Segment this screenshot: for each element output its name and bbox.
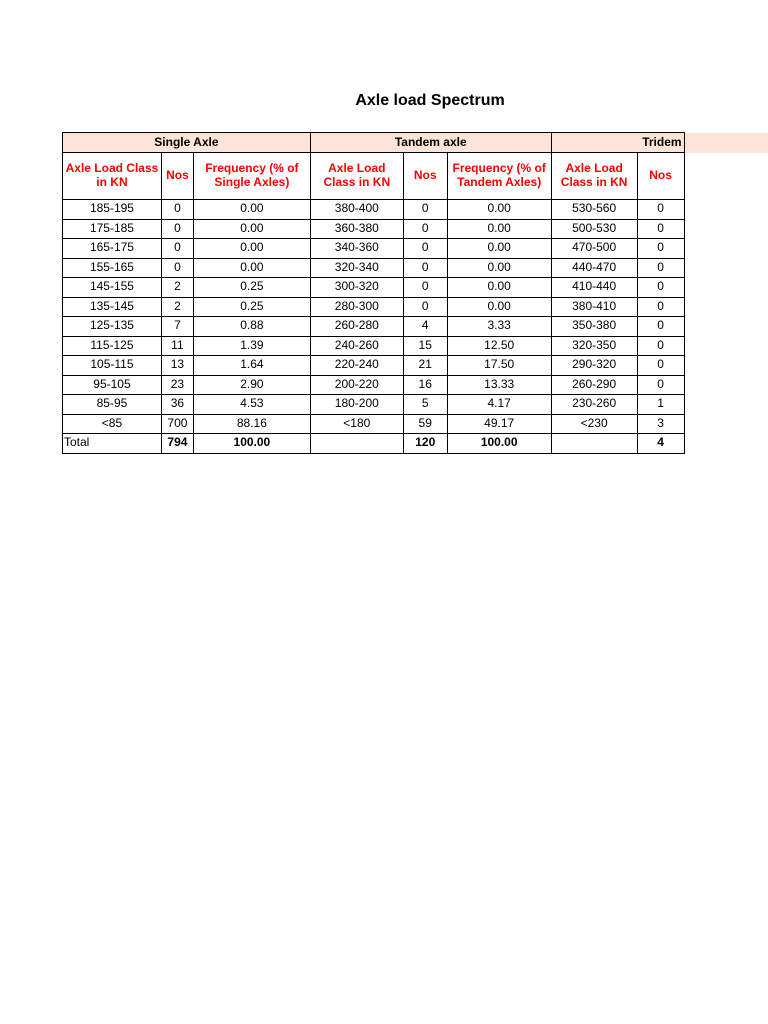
single-nos-cell: 11: [161, 336, 193, 356]
tridem-nos-cell: 0: [637, 375, 684, 395]
tandem-class-cell: 320-340: [310, 258, 403, 278]
tridem-class-header: Axle Load Class in KN: [551, 153, 637, 200]
tandem-nos-cell: 16: [403, 375, 447, 395]
tridem-class-cell: 500-530: [551, 219, 637, 239]
tandem-frequency-cell: 0.00: [447, 297, 551, 317]
tridem-nos-cell: 0: [637, 297, 684, 317]
single-frequency-cell: 0.88: [193, 317, 310, 337]
tridem-class-cell: 470-500: [551, 239, 637, 259]
single-frequency-cell: 0.00: [193, 258, 310, 278]
total-label: Total: [63, 434, 162, 454]
tandem-nos-cell: 0: [403, 239, 447, 259]
tridem-class-cell: 320-350: [551, 336, 637, 356]
tridem-class-cell: 410-440: [551, 278, 637, 298]
tandem-nos-cell: 21: [403, 356, 447, 376]
tridem-nos-cell: 0: [637, 356, 684, 376]
tandem-total-nos: 120: [403, 434, 447, 454]
tandem-frequency-cell: 12.50: [447, 336, 551, 356]
tridem-nos-cell: 0: [637, 317, 684, 337]
column-header-row: [63, 153, 768, 200]
table-row: [63, 375, 768, 395]
tridem-nos-cell: 1: [637, 395, 684, 415]
single-nos-cell: 700: [161, 414, 193, 434]
tandem-class-cell: 200-220: [310, 375, 403, 395]
tridem-nos-cell: 0: [637, 278, 684, 298]
tridem-nos-cell: 0: [637, 200, 684, 220]
table-row: [63, 297, 768, 317]
tandem-frequency-cell: 0.00: [447, 278, 551, 298]
table-row: [63, 239, 768, 259]
tandem-class-cell: 340-360: [310, 239, 403, 259]
tandem-class-cell: 360-380: [310, 219, 403, 239]
group-tridem-axle: Tridem: [551, 133, 684, 153]
single-class-cell: 165-175: [63, 239, 162, 259]
tandem-class-header: Axle Load Class in KN: [310, 153, 403, 200]
total-row: [63, 434, 768, 454]
tandem-class-cell: 260-280: [310, 317, 403, 337]
table-row: [63, 219, 768, 239]
tridem-class-cell: 350-380: [551, 317, 637, 337]
single-frequency-header: Frequency (% of Single Axles): [193, 153, 310, 200]
tandem-nos-cell: 0: [403, 278, 447, 298]
single-frequency-cell: 2.90: [193, 375, 310, 395]
single-class-cell: 105-115: [63, 356, 162, 376]
tandem-class-cell: 240-260: [310, 336, 403, 356]
tandem-frequency-cell: 4.17: [447, 395, 551, 415]
single-nos-cell: 0: [161, 239, 193, 259]
tandem-frequency-cell: 13.33: [447, 375, 551, 395]
group-header-row: [63, 133, 768, 153]
single-total-nos: 794: [161, 434, 193, 454]
page-title: Axle load Spectrum: [355, 92, 505, 109]
single-total-frequency: 100.00: [193, 434, 310, 454]
single-nos-header: Nos: [161, 153, 193, 200]
single-frequency-cell: 0.25: [193, 297, 310, 317]
tandem-frequency-cell: 49.17: [447, 414, 551, 434]
tandem-nos-cell: 15: [403, 336, 447, 356]
single-class-cell: 185-195: [63, 200, 162, 220]
single-class-cell: <85: [63, 414, 162, 434]
tandem-total-frequency: 100.00: [447, 434, 551, 454]
single-nos-cell: 13: [161, 356, 193, 376]
single-class-cell: 125-135: [63, 317, 162, 337]
tandem-class-cell: 380-400: [310, 200, 403, 220]
tridem-total-nos: 4: [637, 434, 684, 454]
tandem-total-empty: [310, 434, 403, 454]
tandem-nos-cell: 0: [403, 200, 447, 220]
tandem-class-cell: 280-300: [310, 297, 403, 317]
table-row: [63, 414, 768, 434]
tridem-nos-cell: 3: [637, 414, 684, 434]
single-frequency-cell: 88.16: [193, 414, 310, 434]
tandem-nos-cell: 0: [403, 219, 447, 239]
single-class-header: Axle Load Class in KN: [63, 153, 162, 200]
table-row: [63, 317, 768, 337]
single-frequency-cell: 1.64: [193, 356, 310, 376]
tridem-class-cell: 380-410: [551, 297, 637, 317]
single-frequency-cell: 0.00: [193, 219, 310, 239]
tridem-class-cell: <230: [551, 414, 637, 434]
tandem-class-cell: <180: [310, 414, 403, 434]
single-frequency-cell: 0.25: [193, 278, 310, 298]
tandem-nos-cell: 0: [403, 297, 447, 317]
table-row: [63, 395, 768, 415]
tridem-class-cell: 290-320: [551, 356, 637, 376]
tandem-frequency-cell: 0.00: [447, 200, 551, 220]
group-header-fill: [684, 133, 768, 153]
tridem-class-cell: 230-260: [551, 395, 637, 415]
tandem-frequency-cell: 0.00: [447, 258, 551, 278]
table-row: [63, 336, 768, 356]
tandem-nos-cell: 59: [403, 414, 447, 434]
single-frequency-cell: 0.00: [193, 200, 310, 220]
single-class-cell: 175-185: [63, 219, 162, 239]
tridem-class-cell: 530-560: [551, 200, 637, 220]
table-row: [63, 258, 768, 278]
tandem-nos-header: Nos: [403, 153, 447, 200]
tridem-class-cell: 440-470: [551, 258, 637, 278]
group-tandem-axle: Tandem axle: [310, 133, 551, 153]
tridem-nos-cell: 0: [637, 336, 684, 356]
tandem-frequency-header: Frequency (% of Tandem Axles): [447, 153, 551, 200]
tandem-frequency-cell: 3.33: [447, 317, 551, 337]
table-row: [63, 356, 768, 376]
single-frequency-cell: 4.53: [193, 395, 310, 415]
tandem-frequency-cell: 17.50: [447, 356, 551, 376]
single-class-cell: 115-125: [63, 336, 162, 356]
tridem-nos-cell: 0: [637, 219, 684, 239]
single-frequency-cell: 1.39: [193, 336, 310, 356]
tandem-class-cell: 180-200: [310, 395, 403, 415]
single-class-cell: 95-105: [63, 375, 162, 395]
group-single-axle: Single Axle: [63, 133, 311, 153]
tandem-nos-cell: 4: [403, 317, 447, 337]
tridem-class-cell: 260-290: [551, 375, 637, 395]
tridem-nos-cell: 0: [637, 239, 684, 259]
single-nos-cell: 36: [161, 395, 193, 415]
table-row: [63, 200, 768, 220]
tandem-nos-cell: 0: [403, 258, 447, 278]
tandem-nos-cell: 5: [403, 395, 447, 415]
single-class-cell: 85-95: [63, 395, 162, 415]
single-nos-cell: 7: [161, 317, 193, 337]
single-frequency-cell: 0.00: [193, 239, 310, 259]
axle-load-spectrum-table: [62, 132, 768, 454]
tridem-nos-header: Nos: [637, 153, 684, 200]
single-class-cell: 135-145: [63, 297, 162, 317]
single-class-cell: 155-165: [63, 258, 162, 278]
table-row: [63, 278, 768, 298]
tandem-class-cell: 300-320: [310, 278, 403, 298]
tandem-frequency-cell: 0.00: [447, 239, 551, 259]
single-nos-cell: 2: [161, 297, 193, 317]
single-nos-cell: 0: [161, 258, 193, 278]
tandem-class-cell: 220-240: [310, 356, 403, 376]
single-class-cell: 145-155: [63, 278, 162, 298]
tandem-frequency-cell: 0.00: [447, 219, 551, 239]
single-nos-cell: 23: [161, 375, 193, 395]
single-nos-cell: 0: [161, 219, 193, 239]
tridem-nos-cell: 0: [637, 258, 684, 278]
single-nos-cell: 0: [161, 200, 193, 220]
tridem-total-empty: [551, 434, 637, 454]
single-nos-cell: 2: [161, 278, 193, 298]
